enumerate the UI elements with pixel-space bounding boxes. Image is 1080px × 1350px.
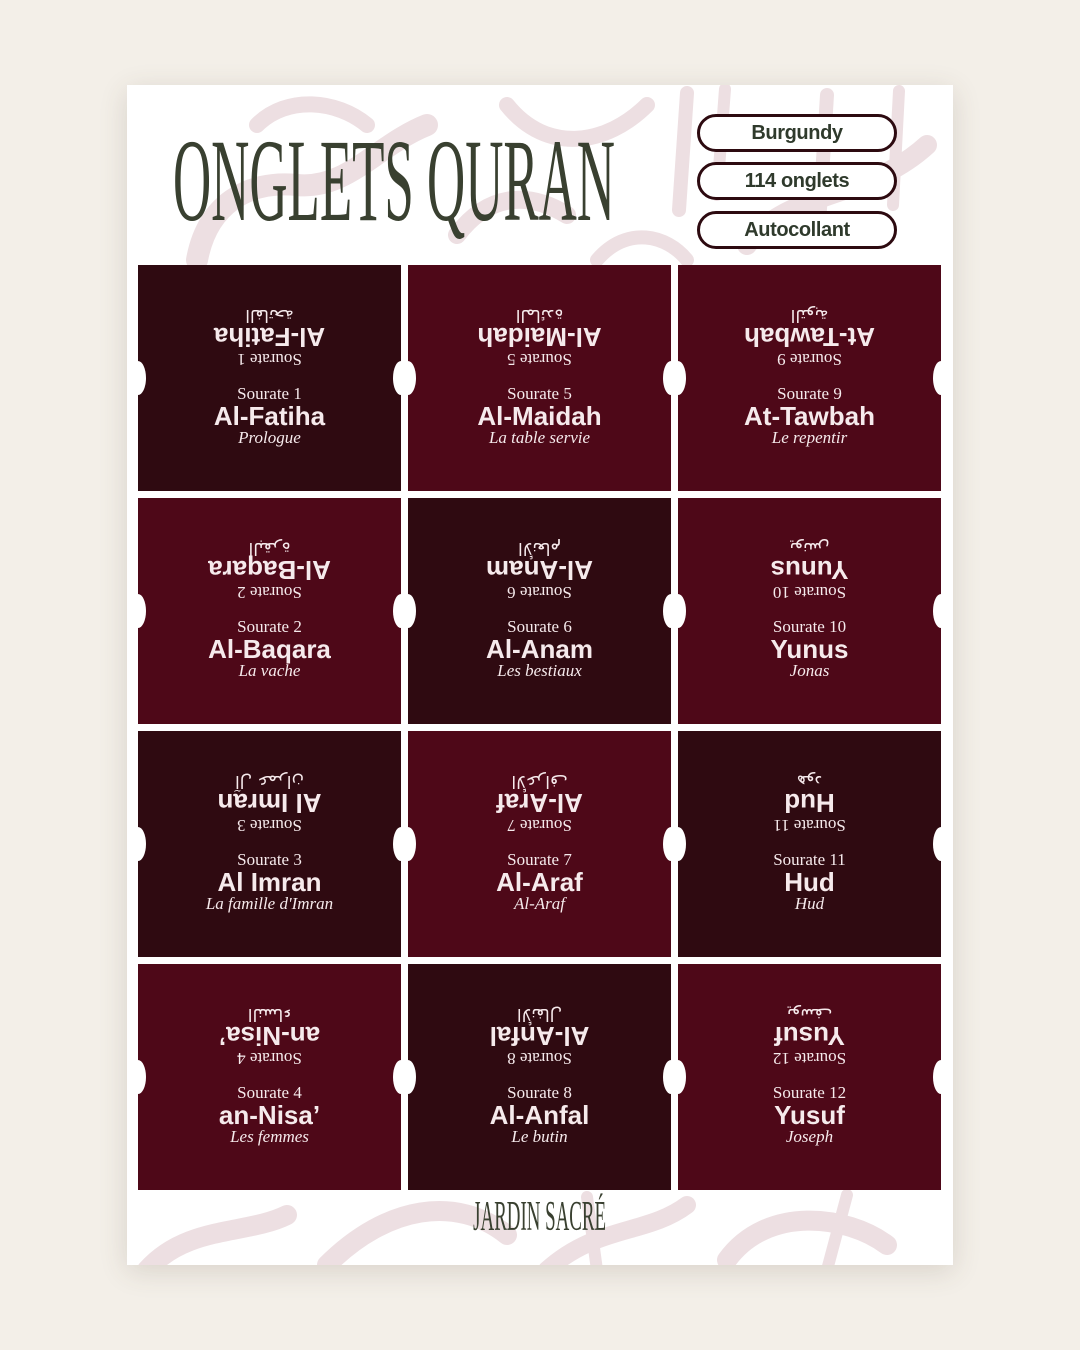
flipped-sourate-number: Sourate 3 xyxy=(237,816,302,835)
flipped-arabic-name: هود xyxy=(796,771,823,791)
sourate-tab xyxy=(678,265,941,491)
flipped-sourate-number: Sourate 9 xyxy=(777,350,842,369)
flipped-arabic-name: الأنفال xyxy=(516,1004,563,1024)
flipped-surah-name: an-Nisa’ xyxy=(218,1021,321,1051)
flipped-arabic-name: النساء xyxy=(247,1004,292,1024)
front-label xyxy=(408,849,671,915)
front-label xyxy=(678,849,941,915)
flipped-arabic-name: يوسف xyxy=(786,1004,833,1024)
flipped-sourate-number: Sourate 4 xyxy=(237,1049,302,1068)
count-badge: 114 onglets xyxy=(697,162,897,200)
surah-meaning: La famille d'Imran xyxy=(205,894,334,913)
sourate-number: Sourate 12 xyxy=(772,1083,847,1102)
sticker-sheet xyxy=(127,85,953,1265)
sourate-tab xyxy=(408,498,671,724)
surah-name: Yunus xyxy=(770,634,849,664)
sourate-tab xyxy=(408,731,671,957)
sourate-number: Sourate 1 xyxy=(237,384,302,403)
flipped-surah-name: Al-Araf xyxy=(496,788,583,818)
brand-footer xyxy=(127,1196,953,1238)
sourate-tab xyxy=(138,731,401,957)
surah-name: Al-Anfal xyxy=(489,1100,590,1130)
sourate-tab xyxy=(678,498,941,724)
flipped-surah-name: Al Imran xyxy=(217,788,322,818)
sourate-number: Sourate 10 xyxy=(772,617,847,636)
flipped-label xyxy=(138,770,401,836)
flipped-arabic-name: الأعراف xyxy=(511,771,568,791)
sourate-number: Sourate 11 xyxy=(773,850,846,869)
flipped-arabic-name: الفاتحة xyxy=(245,305,294,325)
flipped-sourate-number: Sourate 5 xyxy=(507,350,572,369)
flipped-surah-name: At-Tawbah xyxy=(744,322,875,352)
flipped-label xyxy=(138,304,401,370)
sourate-tab xyxy=(678,964,941,1190)
sourate-tab xyxy=(678,731,941,957)
front-label xyxy=(408,616,671,682)
surah-name: Hud xyxy=(784,867,835,897)
sourate-number: Sourate 6 xyxy=(507,617,572,636)
flipped-arabic-name: المائدة xyxy=(515,305,564,325)
front-label xyxy=(138,616,401,682)
sourate-tab xyxy=(138,265,401,491)
flipped-label xyxy=(138,1003,401,1069)
flipped-label xyxy=(138,537,401,603)
flipped-surah-name: Yunus xyxy=(770,555,849,585)
flipped-surah-name: Al-Anam xyxy=(486,555,593,585)
surah-name: Al-Fatiha xyxy=(213,401,326,431)
front-label xyxy=(138,1082,401,1148)
front-label xyxy=(678,616,941,682)
sourate-tab xyxy=(408,265,671,491)
flipped-label xyxy=(678,537,941,603)
sourate-number: Sourate 4 xyxy=(237,1083,302,1102)
surah-meaning: Le butin xyxy=(511,1127,568,1146)
color-badge: Burgundy xyxy=(697,114,897,152)
flipped-sourate-number: Sourate 8 xyxy=(507,1049,572,1068)
flipped-surah-name: Yusuf xyxy=(774,1021,845,1051)
surah-meaning: Al-Araf xyxy=(514,894,565,913)
flipped-label xyxy=(678,304,941,370)
front-label xyxy=(678,383,941,449)
front-label xyxy=(678,1082,941,1148)
sourate-number: Sourate 8 xyxy=(507,1083,572,1102)
flipped-label xyxy=(678,1003,941,1069)
surah-meaning: La vache xyxy=(238,661,301,680)
sourate-tab xyxy=(408,964,671,1190)
surah-meaning: Prologue xyxy=(238,428,301,447)
surah-name: Al-Anam xyxy=(486,634,593,664)
tabs-grid xyxy=(138,265,941,1190)
surah-name: Al-Araf xyxy=(496,867,583,897)
sourate-tab xyxy=(138,498,401,724)
front-label xyxy=(408,383,671,449)
flipped-surah-name: Al-Anfal xyxy=(489,1021,590,1051)
flipped-arabic-name: الأنعام xyxy=(517,538,562,558)
flipped-surah-name: Hud xyxy=(784,788,835,818)
front-label xyxy=(138,849,401,915)
surah-meaning: Joseph xyxy=(785,1127,834,1146)
flipped-label xyxy=(408,304,671,370)
flipped-sourate-number: Sourate 2 xyxy=(237,583,302,602)
flipped-arabic-name: البقرة xyxy=(248,538,291,558)
surah-meaning: Le repentir xyxy=(771,428,848,447)
flipped-surah-name: Al-Fatiha xyxy=(213,322,326,352)
sourate-number: Sourate 7 xyxy=(507,850,572,869)
flipped-sourate-number: Sourate 6 xyxy=(507,583,572,602)
type-badge: Autocollant xyxy=(697,211,897,249)
flipped-label xyxy=(408,770,671,836)
flipped-sourate-number: Sourate 7 xyxy=(507,816,572,835)
surah-meaning: Les femmes xyxy=(230,1127,309,1146)
surah-meaning: Jonas xyxy=(789,661,830,680)
sourate-number: Sourate 5 xyxy=(507,384,572,403)
surah-meaning: Les bestiaux xyxy=(497,661,582,680)
surah-name: Al-Maidah xyxy=(477,401,602,431)
surah-name: Al-Baqara xyxy=(208,634,331,664)
flipped-label xyxy=(408,537,671,603)
flipped-arabic-name: يونس xyxy=(789,538,830,558)
flipped-arabic-name: التوبة xyxy=(790,305,829,325)
flipped-surah-name: Al-Maidah xyxy=(477,322,602,352)
sourate-tab xyxy=(138,964,401,1190)
page-title: ONGLETS QURAN xyxy=(173,115,615,246)
brand-name: JARDIN SACRÉ xyxy=(473,1194,607,1240)
flipped-label xyxy=(408,1003,671,1069)
flipped-sourate-number: Sourate 12 xyxy=(772,1049,847,1068)
flipped-sourate-number: Sourate 11 xyxy=(773,816,846,835)
flipped-label xyxy=(678,770,941,836)
surah-meaning: La table servie xyxy=(488,428,591,447)
front-label xyxy=(138,383,401,449)
sourate-number: Sourate 9 xyxy=(777,384,842,403)
front-label xyxy=(408,1082,671,1148)
surah-name: Al Imran xyxy=(217,867,322,897)
surah-name: Yusuf xyxy=(774,1100,845,1130)
surah-meaning: Hud xyxy=(794,894,825,913)
surah-name: At-Tawbah xyxy=(744,401,875,431)
sourate-number: Sourate 3 xyxy=(237,850,302,869)
flipped-surah-name: Al-Baqara xyxy=(208,555,331,585)
flipped-sourate-number: Sourate 1 xyxy=(237,350,302,369)
sourate-number: Sourate 2 xyxy=(237,617,302,636)
flipped-sourate-number: Sourate 10 xyxy=(772,583,847,602)
surah-name: an-Nisa’ xyxy=(218,1100,321,1130)
flipped-arabic-name: آل عمران xyxy=(234,771,305,791)
